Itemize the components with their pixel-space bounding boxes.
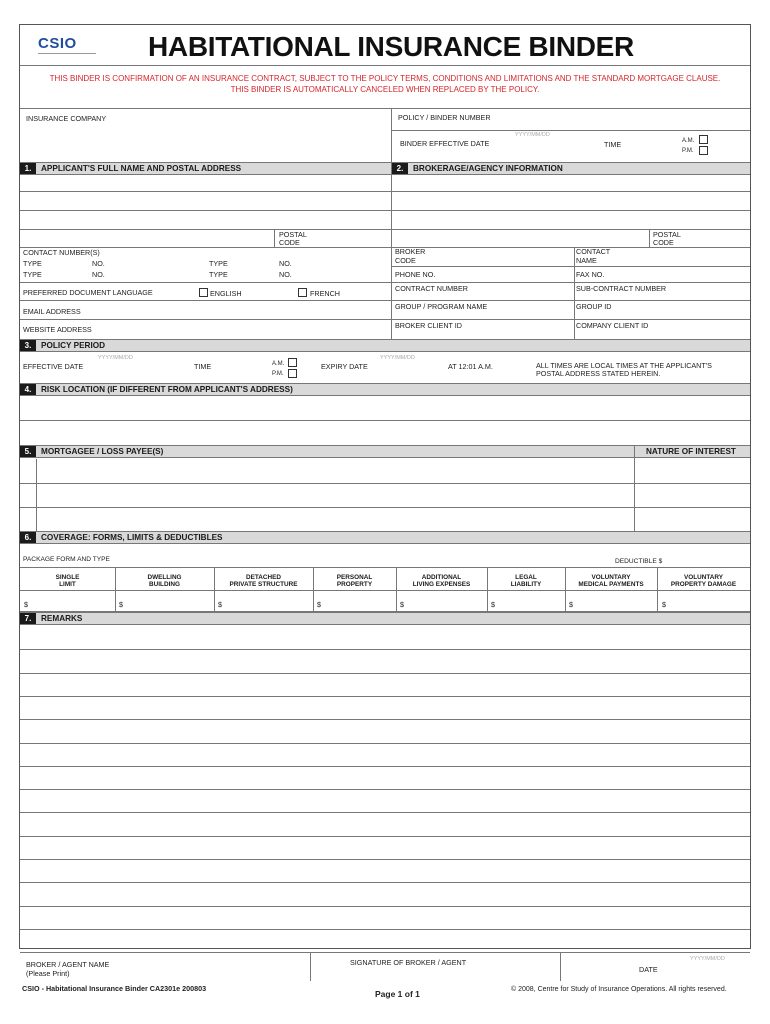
binder-effective-date-label: BINDER EFFECTIVE DATE — [400, 139, 490, 148]
remarks-line — [20, 649, 750, 650]
english-label: ENGLISH — [210, 289, 242, 298]
broker-label: BROKER — [395, 247, 426, 256]
nature-of-interest-title: NATURE OF INTEREST — [646, 447, 736, 456]
insurance-company-label: INSURANCE COMPANY — [26, 114, 107, 123]
broker-code-label: CODE — [653, 238, 674, 247]
section-3-title: POLICY PERIOD — [41, 341, 105, 350]
remarks-line — [20, 952, 750, 953]
applicant-postal-label: POSTAL — [279, 230, 307, 239]
group-id-label: GROUP ID — [576, 302, 612, 311]
sub-contract-label: SUB-CONTRACT NUMBER — [576, 284, 667, 293]
broker-client-id-label: BROKER CLIENT ID — [395, 321, 462, 330]
section-1-header — [20, 162, 391, 175]
period-am-label: A.M. — [272, 361, 285, 367]
dollar-1: $ — [24, 600, 28, 609]
col-single-limit — [20, 574, 115, 588]
please-print-label: (Please Print) — [26, 969, 70, 978]
dollar-2: $ — [119, 600, 123, 609]
section-3-number: 3. — [20, 340, 36, 351]
col-vol-property-l1: VOLUNTARY — [683, 574, 724, 581]
remarks-line — [20, 696, 750, 697]
col-voluntary-property — [657, 574, 750, 588]
col-single-limit-l1: SINGLE — [55, 574, 80, 581]
type-1-label: TYPE — [23, 259, 42, 268]
effective-date-hint: YYYY/MM/DD — [98, 355, 133, 361]
effective-date-label: EFFECTIVE DATE — [23, 362, 84, 371]
deductible-label: DEDUCTIBLE $ — [615, 558, 663, 565]
type-4-label: TYPE — [209, 270, 228, 279]
col-legal-liability — [487, 574, 565, 588]
french-label: FRENCH — [310, 289, 340, 298]
col-detached-structure — [214, 574, 313, 588]
type-3-label: TYPE — [23, 270, 42, 279]
remarks-line — [20, 859, 750, 860]
section-3-header — [20, 339, 750, 352]
remarks-line — [20, 673, 750, 674]
contact-numbers-label: CONTACT NUMBER(S) — [23, 248, 100, 257]
applicant-code-label: CODE — [279, 238, 300, 247]
col-personal-l1: PERSONAL — [336, 574, 373, 581]
col-dwelling-building — [115, 574, 214, 588]
dollar-5: $ — [400, 600, 404, 609]
col-voluntary-medical — [565, 574, 657, 588]
col-additional-living — [396, 574, 487, 588]
no-4-label: NO. — [279, 270, 292, 279]
dollar-4: $ — [317, 600, 321, 609]
col-additional-l2: LIVING EXPENSES — [412, 581, 471, 588]
binder-form — [19, 24, 751, 978]
french-checkbox[interactable] — [298, 288, 307, 297]
col-dwelling-l2: BUILDING — [149, 581, 180, 588]
package-form-label: PACKAGE FORM AND TYPE — [23, 556, 110, 563]
period-pm-label: P.M. — [272, 371, 284, 377]
section-1-title: APPLICANT'S FULL NAME AND POSTAL ADDRESS — [41, 164, 242, 173]
col-additional-l1: ADDITIONAL — [421, 574, 462, 581]
col-detached-l2: PRIVATE STRUCTURE — [229, 581, 298, 588]
period-time-label: TIME — [194, 362, 212, 371]
phone-label: PHONE NO. — [395, 270, 436, 279]
section-5-header — [20, 445, 750, 458]
binder-date-hint: YYYY/MM/DD — [515, 132, 550, 138]
col-personal-l2: PROPERTY — [336, 581, 373, 588]
section-6-number: 6. — [20, 532, 36, 543]
section-1-number: 1. — [20, 163, 36, 174]
binder-pm-label: P.M. — [682, 148, 694, 154]
dollar-6: $ — [491, 600, 495, 609]
contact-label: CONTACT — [576, 247, 611, 256]
col-legal-l1: LEGAL — [515, 574, 537, 581]
form-title: HABITATIONAL INSURANCE BINDER — [148, 31, 634, 62]
logo-text: CSIO — [38, 35, 77, 52]
dollar-8: $ — [662, 600, 666, 609]
section-2-number: 2. — [392, 163, 408, 174]
type-2-label: TYPE — [209, 259, 228, 268]
col-vol-medical-l2: MEDICAL PAYMENTS — [578, 581, 644, 588]
binder-time-label: TIME — [604, 140, 622, 149]
no-1-label: NO. — [92, 259, 105, 268]
no-3-label: NO. — [92, 270, 105, 279]
csio-logo — [38, 35, 98, 55]
contact-name-label: NAME — [576, 256, 597, 265]
section-7-title: REMARKS — [41, 614, 83, 623]
col-vol-property-l2: PROPERTY DAMAGE — [670, 581, 737, 588]
binder-am-checkbox[interactable] — [699, 135, 708, 144]
section-5-number: 5. — [20, 446, 36, 457]
section-7-header — [20, 612, 750, 625]
expiry-date-label: EXPIRY DATE — [321, 362, 368, 371]
fax-label: FAX NO. — [576, 270, 605, 279]
remarks-line — [20, 882, 750, 883]
notice-line-2: THIS BINDER IS AUTOMATICALLY CANCELED WHEN REPLACED BY THE POLICY. — [230, 85, 540, 94]
section-4-number: 4. — [20, 384, 36, 395]
group-program-label: GROUP / PROGRAM NAME — [395, 302, 488, 311]
remarks-line — [20, 743, 750, 744]
section-4-title: RISK LOCATION (IF DIFFERENT FROM APPLICANT'S ADDRESS) — [41, 385, 293, 394]
col-detached-l1: DETACHED — [245, 574, 282, 581]
expiry-date-hint: YYYY/MM/DD — [380, 355, 415, 361]
period-pm-checkbox[interactable] — [288, 369, 297, 378]
company-client-id-label: COMPANY CLIENT ID — [576, 321, 649, 330]
no-2-label: NO. — [279, 259, 292, 268]
binder-am-label: A.M. — [682, 138, 695, 144]
notice-line-1: THIS BINDER IS CONFIRMATION OF AN INSURANCE CONTRACT, SUBJECT TO THE POLICY TERMS, CONDITIONS AND LIMITATIONS AND THE STANDARD MORTGAGE CLAUSE. — [49, 74, 721, 83]
dollar-3: $ — [218, 600, 222, 609]
binder-pm-checkbox[interactable] — [699, 146, 708, 155]
signature-label: SIGNATURE OF BROKER / AGENT — [350, 958, 467, 967]
section-2-header — [392, 162, 750, 175]
col-dwelling-l1: DWELLING — [147, 574, 182, 581]
remarks-line — [20, 719, 750, 720]
english-checkbox[interactable] — [199, 288, 208, 297]
section-6-title: COVERAGE: FORMS, LIMITS & DEDUCTIBLES — [41, 533, 223, 542]
remarks-line — [20, 906, 750, 907]
remarks-line — [20, 836, 750, 837]
policy-number-label: POLICY / BINDER NUMBER — [398, 113, 491, 122]
col-legal-l2: LIABILITY — [510, 581, 542, 588]
col-single-limit-l2: LIMIT — [59, 581, 76, 588]
section-4-header — [20, 383, 750, 396]
preferred-language-label: PREFERRED DOCUMENT LANGUAGE — [23, 288, 153, 297]
section-5-title: MORTGAGEE / LOSS PAYEE(S) — [41, 447, 164, 456]
broker-agent-name-label: BROKER / AGENT NAME — [26, 960, 110, 969]
signature-date-hint: YYYY/MM/DD — [690, 956, 725, 962]
email-label: EMAIL ADDRESS — [23, 307, 81, 316]
remarks-line — [20, 766, 750, 767]
period-am-checkbox[interactable] — [288, 358, 297, 367]
page-number-footer: Page 1 of 1 — [375, 989, 420, 999]
section-2-title: BROKERAGE/AGENCY INFORMATION — [413, 164, 563, 173]
website-label: WEBSITE ADDRESS — [23, 325, 92, 334]
form-id-footer: CSIO - Habitational Insurance Binder CA2301e 200803 — [22, 984, 207, 993]
contract-number-label: CONTRACT NUMBER — [395, 284, 468, 293]
section-7-number: 7. — [20, 613, 36, 624]
signature-date-label: DATE — [639, 965, 658, 974]
broker-postal-label: POSTAL — [653, 230, 681, 239]
local-times-note-1: ALL TIMES ARE LOCAL TIMES AT THE APPLICANT'S — [536, 361, 712, 370]
section-6-header — [20, 531, 750, 544]
remarks-line — [20, 789, 750, 790]
copyright-footer: © 2008, Centre for Study of Insurance Operations. All rights reserved. — [511, 986, 727, 993]
remarks-line — [20, 812, 750, 813]
at-time-label: AT 12:01 A.M. — [448, 362, 493, 371]
local-times-note-2: POSTAL ADDRESS STATED HEREIN. — [536, 369, 661, 378]
broker-code-field-label: CODE — [395, 256, 416, 265]
col-personal-property — [313, 574, 396, 588]
col-vol-medical-l1: VOLUNTARY — [591, 574, 631, 581]
remarks-line — [20, 929, 750, 930]
dollar-7: $ — [569, 600, 573, 609]
